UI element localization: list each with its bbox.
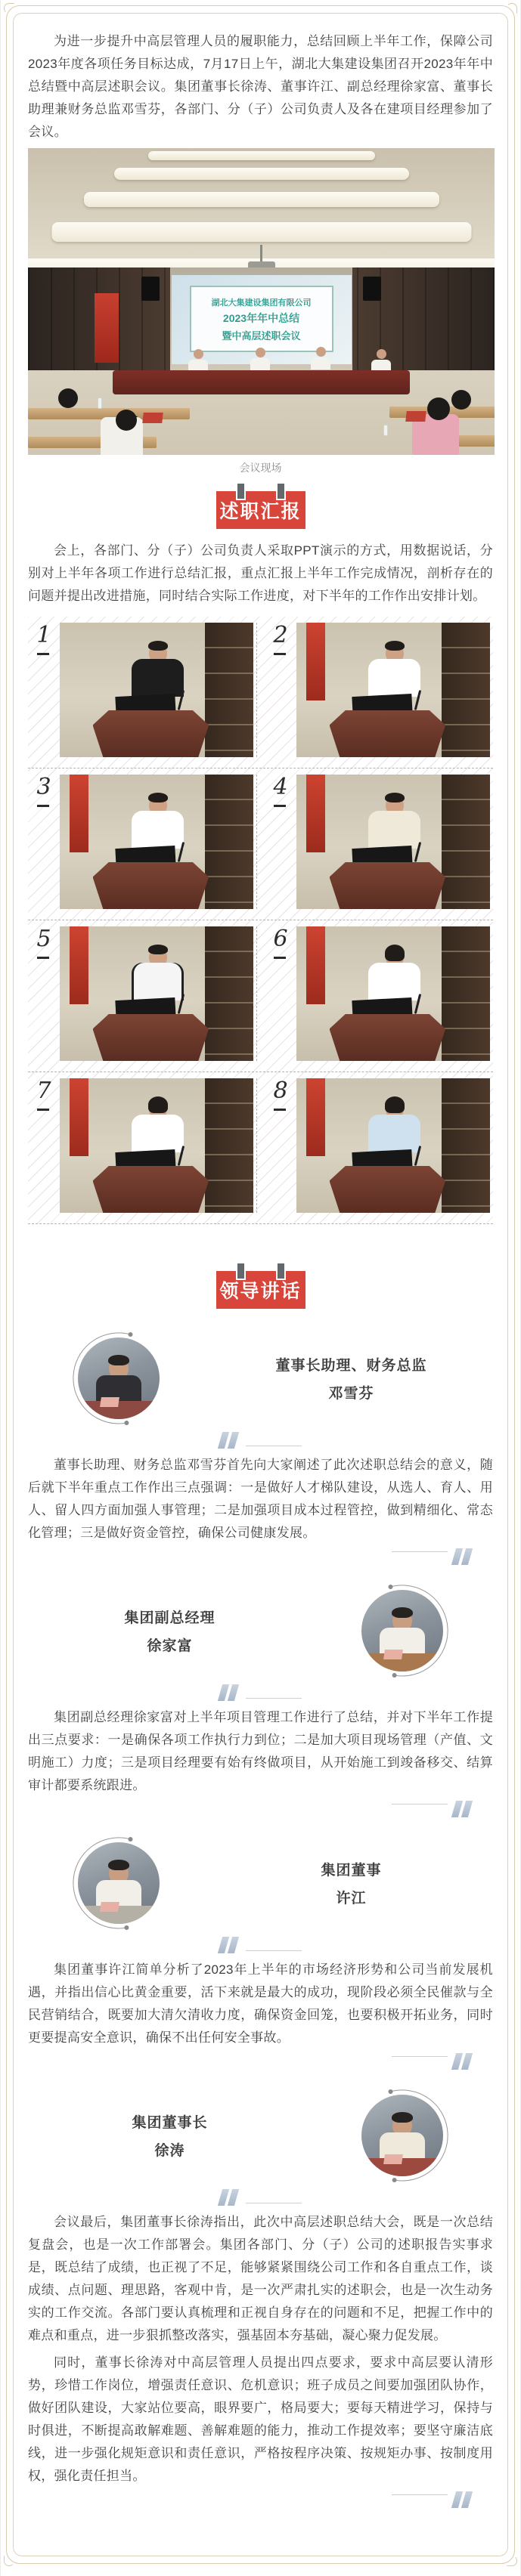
leader-name: 邓雪芬 bbox=[328, 1386, 374, 1402]
red-flag bbox=[70, 1078, 89, 1156]
avatar-photo bbox=[78, 1842, 160, 1924]
quote-close-icon bbox=[28, 1548, 493, 1566]
speaker-photo[interactable] bbox=[60, 926, 253, 1061]
leader-avatar[interactable] bbox=[72, 1331, 166, 1425]
gallery-cell-6 bbox=[256, 926, 493, 1061]
photo-number: 1 bbox=[28, 623, 60, 648]
leader-avatar[interactable] bbox=[72, 1836, 166, 1930]
leader-block-xutao bbox=[28, 2089, 493, 2182]
wood-panel bbox=[205, 623, 253, 757]
podium bbox=[93, 1014, 209, 1061]
leader-name: 许江 bbox=[336, 1891, 367, 1906]
speaker-shirt bbox=[368, 659, 420, 697]
photo-number: 4 bbox=[265, 775, 296, 800]
quote-open-icon bbox=[28, 2188, 493, 2206]
leader-block-dengxuefen bbox=[28, 1331, 493, 1425]
podium bbox=[93, 862, 209, 909]
photo-number: 6 bbox=[265, 926, 296, 952]
ceiling-light bbox=[148, 151, 375, 160]
ceiling-light bbox=[84, 192, 439, 207]
screen-slide bbox=[190, 286, 333, 352]
audience-head bbox=[116, 410, 137, 431]
red-flag bbox=[306, 926, 326, 1004]
red-flag bbox=[70, 926, 89, 1004]
wood-panel bbox=[205, 1078, 253, 1213]
red-flag bbox=[306, 623, 326, 700]
speaker-shirt bbox=[132, 659, 184, 697]
leader-avatar[interactable] bbox=[355, 1584, 449, 1678]
leader-title: 集团董事长 bbox=[132, 2115, 208, 2131]
leader-caption bbox=[28, 1607, 312, 1655]
podium bbox=[330, 862, 446, 909]
water-bottle bbox=[98, 397, 102, 409]
speaker-shirt bbox=[132, 811, 184, 849]
head-table-person bbox=[249, 348, 271, 370]
gallery-row bbox=[28, 920, 493, 1072]
gallery-cell-1 bbox=[28, 623, 256, 757]
intro-paragraph: 为进一步提升中高层管理人员的履职能力，总结回顾上半年工作，保障公司2023年度各项任务目标达成，7月17日上午，湖北大集建设集团召开2023年年中总结暨中高层述职会议。集团董事长徐涛、董事许江、副总经理徐家富、董事长助理兼财务总监邓雪芬，各部门、分（子）公司负责人及各在建项目经理参加了会议。 bbox=[28, 34, 493, 139]
red-flag bbox=[306, 775, 326, 852]
head-table bbox=[113, 370, 410, 394]
red-banner bbox=[95, 293, 119, 363]
gallery-cell-5 bbox=[28, 926, 256, 1061]
quote-close-icon bbox=[28, 1800, 493, 1818]
speaker-shirt bbox=[132, 1115, 184, 1152]
leader-caption bbox=[209, 1859, 493, 1907]
pin-icon bbox=[278, 484, 284, 499]
leader-title: 董事长助理、财务总监 bbox=[275, 1358, 427, 1374]
wood-panel bbox=[205, 926, 253, 1061]
podium bbox=[93, 710, 209, 757]
wood-panel bbox=[205, 775, 253, 909]
leader-avatar[interactable] bbox=[355, 2089, 449, 2182]
frame-corner-curl bbox=[4, 2556, 14, 2566]
leader-name: 徐涛 bbox=[154, 2143, 185, 2159]
gallery-row bbox=[28, 617, 493, 768]
ceiling-light bbox=[114, 168, 409, 180]
speaker-box bbox=[363, 277, 381, 301]
speaker-box bbox=[141, 277, 160, 301]
speaker-photo[interactable] bbox=[60, 775, 253, 909]
wood-panel bbox=[442, 1078, 490, 1213]
gallery-cell-3 bbox=[28, 775, 256, 909]
podium bbox=[330, 1166, 446, 1213]
photo-number: 7 bbox=[28, 1078, 60, 1104]
head-table-person bbox=[187, 349, 209, 372]
screen-line-2: 2023年年中总结 bbox=[222, 311, 300, 324]
gallery-row bbox=[28, 1072, 493, 1224]
name-card bbox=[100, 1397, 119, 1407]
speaker-photo[interactable] bbox=[60, 1078, 253, 1213]
name-card bbox=[405, 411, 426, 422]
leader-block-xujiang bbox=[28, 1836, 493, 1930]
gallery-row bbox=[28, 768, 493, 920]
leader-title: 集团副总经理 bbox=[124, 1610, 216, 1626]
photo-number: 5 bbox=[28, 926, 60, 952]
wood-panel bbox=[442, 775, 490, 909]
photo-number: 8 bbox=[265, 1078, 296, 1104]
podium bbox=[93, 1166, 209, 1213]
gallery-cell-4 bbox=[256, 775, 493, 909]
speaker-photo[interactable] bbox=[296, 623, 490, 757]
water-bottle bbox=[383, 425, 388, 436]
audience-head bbox=[58, 388, 78, 408]
name-card bbox=[142, 413, 163, 423]
name-card bbox=[383, 2154, 403, 2164]
name-card bbox=[100, 1902, 119, 1912]
meeting-room-photo[interactable] bbox=[28, 148, 495, 455]
speaker-shirt bbox=[368, 963, 420, 1000]
avatar-photo bbox=[361, 1590, 443, 1671]
leader-block-xujiafu bbox=[28, 1584, 493, 1678]
quote-close-icon bbox=[28, 2052, 493, 2070]
frame-corner-curl bbox=[507, 2556, 517, 2566]
speaker-photo[interactable] bbox=[296, 926, 490, 1061]
gallery-cell-7 bbox=[28, 1078, 256, 1213]
speech-paragraph: 集团董事许江简单分析了2023年上半年的市场经济形势和公司当前发展机遇，并指出信心比黄金重要，活下来就是最大的成功，现阶段必须全民催款与全民营销结合，既要加大清欠清收力度，确保资金回笼，也要积极开拓业务，同时更要提高安全意识，确保不出任何安全事故。 bbox=[28, 1962, 493, 2045]
desk bbox=[361, 2158, 443, 2176]
leader-caption bbox=[28, 2111, 312, 2160]
speaker-shirt bbox=[368, 811, 420, 849]
desk bbox=[361, 1653, 443, 1671]
audience-head bbox=[427, 397, 450, 420]
section-badge-report bbox=[216, 491, 305, 529]
speaker-photo[interactable] bbox=[296, 1078, 490, 1213]
gallery-cell-2 bbox=[256, 623, 493, 757]
pin-icon bbox=[237, 1263, 244, 1279]
audience-head bbox=[451, 390, 471, 410]
leader-title: 集团董事 bbox=[321, 1863, 382, 1879]
report-summary-paragraph: 会上，各部门、分（子）公司负责人采取PPT演示的方式，用数据说话，分别对上半年各项工作进行总结汇报，重点汇报上半年工作完成情况，剖析存在的问题并提出改进措施，同时结合实际工作进度，对下半年的工作作出安排计划。 bbox=[28, 543, 493, 603]
leader-name: 徐家富 bbox=[147, 1638, 193, 1654]
photo-number: 2 bbox=[265, 623, 296, 648]
name-card bbox=[383, 1650, 403, 1659]
section-badge-speech bbox=[216, 1271, 305, 1309]
desk bbox=[78, 1401, 160, 1419]
speech-paragraph: 集团副总经理徐家富对上半年项目管理工作进行了总结，并对下半年工作提出三点要求：一是确保各项工作执行力到位；二是加大项目现场管理（产值、文明施工）力度；三是项目经理要有始有终做项目，从开始施工到竣备移交、结算审计都要系统跟进。 bbox=[28, 1710, 493, 1792]
quote-open-icon bbox=[28, 1936, 493, 1954]
speaker-photo-gallery bbox=[28, 617, 493, 1224]
speech-paragraph: 会议最后，集团董事长徐涛指出，此次中高层述职总结大会，既是一次总结复盘会，也是一次工作部署会。集团各部门、分（子）公司的述职报告实事求是，既总结了成绩，也正视了不足，能够紧紧围绕公司工作和各自重点工作，谈成绩、点问题、理思路，客观中肯，是一次严肃扎实的述职会，也是一次生动务实的工作交流。各部门要认真梳理和正视自身存在的问题和不足，把握工作中的难点和重点，进一步狠抓整改落实，强基固本夯基础，凝心聚力促发展。 bbox=[28, 2215, 493, 2343]
podium bbox=[330, 1014, 446, 1061]
head-table-person bbox=[309, 347, 332, 370]
avatar-photo bbox=[78, 1337, 160, 1419]
article-content bbox=[1, 0, 520, 2509]
screen-line-1: 湖北大集建设集团有限公司 bbox=[211, 298, 312, 308]
speech-paragraph-2: 同时，董事长徐涛对中高层管理人员提出四点要求，要求中高层要认清形势，珍惜工作岗位，增强责任意识、危机意识；班子成员之间要加强团队协作，做好团队建设，大家站位要高，眼界要广，格局要大；要每天精进学习，保持与时俱进，不断提高敢解难题、善解难题的能力，推动工作提效率；要坚守廉洁底线，进一步强化规矩意识和责任意识，严格按程序决策、按规矩办事、按制度用权，强化责任担当。 bbox=[28, 2355, 493, 2483]
red-flag bbox=[70, 775, 89, 852]
quote-open-icon bbox=[28, 1684, 493, 1702]
speaker-shirt bbox=[132, 963, 184, 1000]
red-flag bbox=[306, 1078, 326, 1156]
ceiling-light bbox=[51, 222, 471, 242]
section-badge-label: 述职汇报 bbox=[219, 501, 302, 522]
podium bbox=[330, 710, 446, 757]
head-table-person bbox=[370, 349, 392, 372]
quote-open-icon bbox=[28, 1431, 493, 1449]
speaker-shirt bbox=[368, 1115, 420, 1152]
quote-close-icon bbox=[28, 2491, 493, 2509]
speech-paragraph: 董事长助理、财务总监邓雪芬首先向大家阐述了此次述职总结会的意义，随后就下半年重点工作作出三点强调：一是做好人才梯队建设，从选人、育人、用人、留人四方面加强人事管理；二是加强项目成本过程管控，做到精细化、常态化管理；三是做好资金管控，确保公司健康发展。 bbox=[28, 1458, 493, 1540]
pin-icon bbox=[237, 484, 244, 499]
desk bbox=[78, 1906, 160, 1924]
photo-number: 3 bbox=[28, 775, 60, 800]
section-badge-label: 领导讲话 bbox=[219, 1281, 302, 1302]
gallery-cell-8 bbox=[256, 1078, 493, 1213]
avatar-photo bbox=[361, 2095, 443, 2176]
speaker-photo[interactable] bbox=[60, 623, 253, 757]
photo-caption: 会议现场 bbox=[239, 462, 282, 474]
screen-line-3: 暨中高层述职会议 bbox=[222, 329, 301, 342]
leader-caption bbox=[209, 1354, 493, 1402]
wood-panel bbox=[442, 623, 490, 757]
wood-panel bbox=[442, 926, 490, 1061]
speaker-photo[interactable] bbox=[296, 775, 490, 909]
pin-icon bbox=[278, 1263, 284, 1279]
